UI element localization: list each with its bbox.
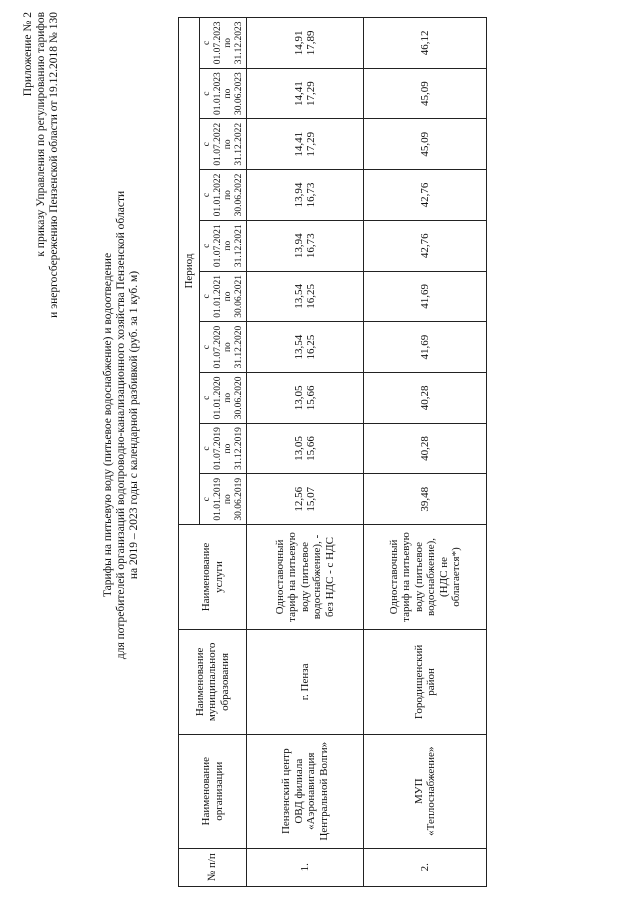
header-service: Наименование услуги <box>179 525 247 630</box>
row-municipality: г. Пенза <box>247 629 364 734</box>
table-row <box>364 18 487 887</box>
appendix-line-3: и энергосбережению Пензенской области от 19.12.2018 № 130 <box>48 12 60 318</box>
tariff-value: 14,91 17,89 <box>247 18 364 69</box>
tariff-value: 45,09 <box>364 119 487 170</box>
tariff-value: 46,12 <box>364 18 487 69</box>
tariffs-table <box>178 17 487 887</box>
tariff-value: 13,54 16,25 <box>247 271 364 322</box>
row-num: 1. <box>247 848 364 886</box>
tariff-value: 13,94 16,73 <box>247 170 364 221</box>
header-row <box>179 18 200 887</box>
row-municipality: Городищенский район <box>364 629 487 734</box>
period-cell: с 01.01.2019 по 30.06.2019 <box>200 474 247 525</box>
period-cell: с 01.07.2019 по 31.12.2019 <box>200 423 247 474</box>
period-cell: с 01.01.2020 по 30.06.2020 <box>200 372 247 423</box>
tariff-value: 13,05 15,66 <box>247 372 364 423</box>
tariff-value: 45,09 <box>364 68 487 119</box>
row-service: Одноставочный тариф на питьевую воду (питьевое водоснабжение), - без НДС - с НДС <box>247 525 364 630</box>
appendix-header <box>22 12 61 318</box>
period-cell: с 01.07.2021 по 31.12.2021 <box>200 220 247 271</box>
document-title <box>102 65 141 785</box>
tariff-value: 12,56 15,07 <box>247 474 364 525</box>
period-cell: с 01.01.2023 по 30.06.2023 <box>200 68 247 119</box>
tariff-value: 14,41 17,29 <box>247 119 364 170</box>
table-row <box>247 18 364 887</box>
header-municipality: Наименование муниципального образования <box>179 629 247 734</box>
tariff-value: 41,69 <box>364 271 487 322</box>
tariff-value: 40,28 <box>364 423 487 474</box>
tariff-value: 41,69 <box>364 322 487 373</box>
period-cell: с 01.07.2023 по 31.12.2023 <box>200 18 247 69</box>
tariff-value: 13,54 16,25 <box>247 322 364 373</box>
row-org: Пензенский центр ОВД филиала «Аэронавигация Центральной Волги» <box>247 734 364 848</box>
tariff-value: 42,76 <box>364 220 487 271</box>
row-service: Одноставочный тариф на питьевую воду (питьевое водоснабжение), (НДС не облагается*) <box>364 525 487 630</box>
period-cell: с 01.07.2020 по 31.12.2020 <box>200 322 247 373</box>
tariff-value: 13,05 15,66 <box>247 423 364 474</box>
title-line-2: для потребителей организаций водопроводно-канализационного хозяйства Пензенской области <box>115 190 127 660</box>
title-line-3: на 2019 – 2023 годы с календарной разбивкой (руб. за 1 куб. м) <box>128 270 140 580</box>
period-cell: с 01.01.2022 по 30.06.2022 <box>200 170 247 221</box>
row-org: МУП «Теплоснабжение» <box>364 734 487 848</box>
tariff-value: 42,76 <box>364 170 487 221</box>
appendix-line-1: Приложение № 2 <box>22 12 34 97</box>
period-cell: с 01.07.2022 по 31.12.2022 <box>200 119 247 170</box>
title-line-1: Тарифы на питьевую воду (питьевое водоснабжение) и водоотведение <box>102 252 114 598</box>
tariff-value: 39,48 <box>364 474 487 525</box>
period-cell: с 01.01.2021 по 30.06.2021 <box>200 271 247 322</box>
header-org: Наименование организации <box>179 734 247 848</box>
tariff-value: 40,28 <box>364 372 487 423</box>
header-period: Период <box>179 18 200 525</box>
header-num: № п/п <box>179 848 247 886</box>
tariff-value: 14,41 17,29 <box>247 68 364 119</box>
tariff-value: 13,94 16,73 <box>247 220 364 271</box>
appendix-line-2: к приказу Управления по регулированию тарифов <box>35 12 47 257</box>
row-num: 2. <box>364 848 487 886</box>
